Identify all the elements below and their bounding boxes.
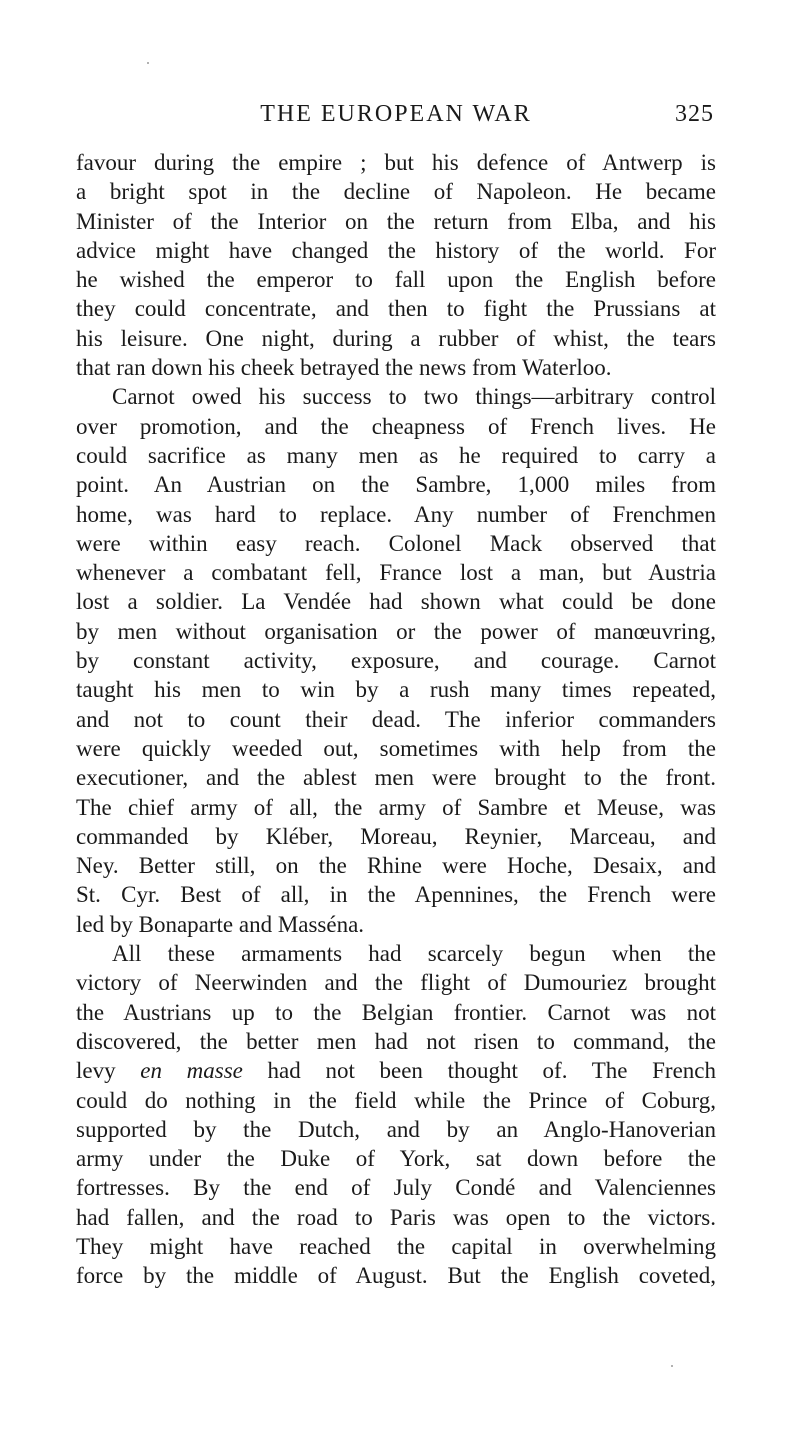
text-line: taught his men to win by a rush many times repeated, xyxy=(76,677,716,703)
text-line: Ney. Better still, on the Rhine were Hoche, Desaix, and xyxy=(76,853,716,879)
text-line: levy en masse had not been thought of. The French xyxy=(76,1058,716,1084)
text-line: force by the middle of August. But the English coveted, xyxy=(76,1263,716,1289)
text-line: commanded by Kléber, Moreau, Reynier, Marceau, and xyxy=(76,823,716,849)
scan-speck xyxy=(671,1365,673,1367)
text-line: supported by the Dutch, and by an Anglo-Hanoverian xyxy=(76,1116,716,1142)
text-line: Minister of the Interior on the return from Elba, and his xyxy=(76,208,716,234)
text-line: discovered, the better men had not risen to command, the xyxy=(76,1028,716,1054)
text-line: executioner, and the ablest men were brought to the front. xyxy=(76,765,716,791)
text-line: All these armaments had scarcely begun when the xyxy=(112,941,716,967)
text-line: fortresses. By the end of July Condé and Valenciennes xyxy=(76,1175,716,1201)
text-line: favour during the empire ; but his defence of Antwerp is xyxy=(76,150,716,175)
text-line: a bright spot in the decline of Napoleon. He became xyxy=(76,179,716,205)
page-number: 325 xyxy=(675,101,714,127)
text-line: they could concentrate, and then to fight the Prussians at xyxy=(76,296,716,322)
text-line: by men without organisation or the power of manœuvring, xyxy=(76,618,716,644)
text-line: point. An Austrian on the Sambre, 1,000 miles from xyxy=(76,472,716,498)
text-line: could sacrifice as many men as he required to carry a xyxy=(76,442,716,468)
text-line: by constant activity, exposure, and courage. Carnot xyxy=(76,648,716,674)
text-line: over promotion, and the cheapness of French lives. He xyxy=(76,413,716,439)
text-line: he wished the emperor to fall upon the English before xyxy=(76,267,716,293)
text-line: whenever a combatant fell, France lost a man, but Austria xyxy=(76,560,716,586)
text-line: were within easy reach. Colonel Mack observed that xyxy=(76,530,716,556)
text-line: could do nothing in the field while the Prince of Coburg, xyxy=(76,1087,716,1113)
italic-phrase: en masse xyxy=(140,1058,243,1084)
text-line: Carnot owed his success to two things—arbitrary control xyxy=(112,384,716,410)
text-line: that ran down his cheek betrayed the news from Waterloo. xyxy=(76,355,612,381)
text-line: and not to count their dead. The inferior commanders xyxy=(76,706,716,732)
running-title: THE EUROPEAN WAR xyxy=(260,101,532,127)
text-line: led by Bonaparte and Masséna. xyxy=(76,911,365,937)
text-line: St. Cyr. Best of all, in the Apennines, the French were xyxy=(76,882,716,908)
body-text xyxy=(76,148,716,1291)
text-line: The chief army of all, the army of Sambre et Meuse, was xyxy=(76,794,716,820)
text-line: the Austrians up to the Belgian frontier. Carnot was not xyxy=(76,999,716,1025)
text-line: victory of Neerwinden and the flight of Dumouriez brought xyxy=(76,970,716,996)
text-line: They might have reached the capital in overwhelming xyxy=(76,1233,716,1259)
text-line: army under the Duke of York, sat down before the xyxy=(76,1146,716,1172)
text-line: lost a soldier. La Vendée had shown what could be done xyxy=(76,589,716,615)
text-line: advice might have changed the history of the world. For xyxy=(76,237,716,263)
text-line: were quickly weeded out, sometimes with help from the xyxy=(76,735,716,761)
running-head xyxy=(76,98,716,130)
text-line: home, was hard to replace. Any number of Frenchmen xyxy=(76,501,716,527)
text-line: his leisure. One night, during a rubber of whist, the tears xyxy=(76,325,716,351)
scan-speck xyxy=(147,62,149,64)
text-line: had fallen, and the road to Paris was open to the victors. xyxy=(76,1204,716,1230)
